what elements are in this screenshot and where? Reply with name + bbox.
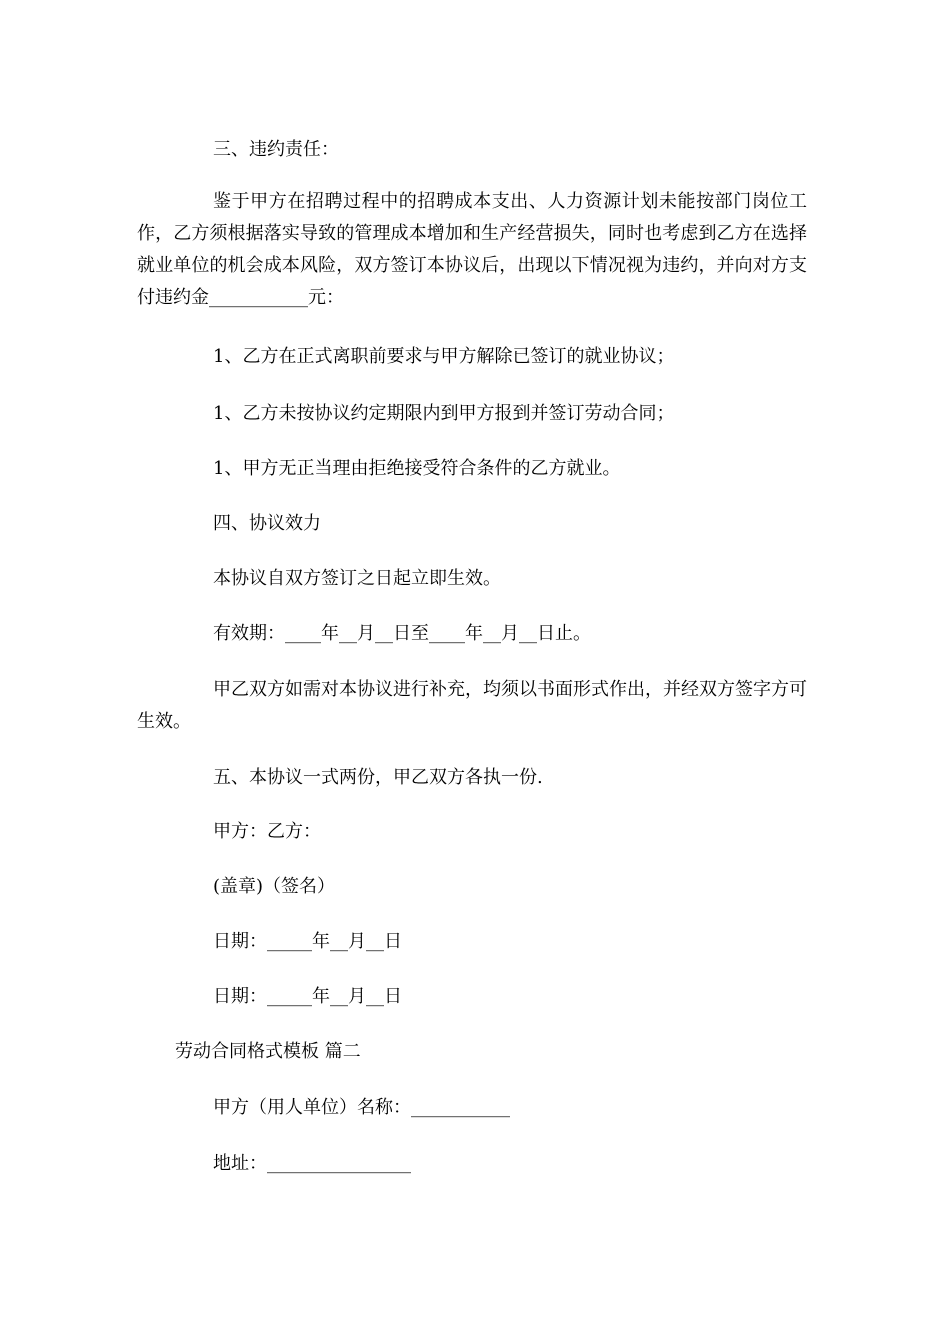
section4-supplement: 甲乙双方如需对本协议进行补充，均须以书面形式作出，并经双方签字方可生效。 — [137, 679, 807, 732]
section4-heading: 四、协议效力 — [213, 513, 321, 534]
address-line: 地址：________________ — [213, 1153, 411, 1174]
date-line-2: 日期：_____年__月__日 — [213, 986, 402, 1007]
parties-line: 甲方：乙方： — [213, 821, 321, 842]
seal-signature-line: (盖章)（签名） — [213, 876, 336, 897]
template2-title: 劳动合同格式模板 篇二 — [175, 1041, 361, 1062]
section5-copies: 五、本协议一式两份，甲乙双方各执一份. — [213, 767, 543, 788]
section4-effective: 本协议自双方签订之日起立即生效。 — [213, 568, 501, 589]
breach-item-1: 1、乙方在正式离职前要求与甲方解除已签订的就业协议； — [213, 346, 675, 367]
party-a-name-line: 甲方（用人单位）名称：___________ — [213, 1097, 510, 1118]
date-line-1: 日期：_____年__月__日 — [213, 931, 402, 952]
breach-item-3: 1、甲方无正当理由拒绝接受符合条件的乙方就业。 — [213, 458, 621, 479]
section3-heading: 三、违约责任： — [213, 139, 339, 160]
section4-validity: 有效期：____年__月__日至____年__月__日止。 — [213, 623, 591, 644]
section3-body: 鉴于甲方在招聘过程中的招聘成本支出、人力资源计划未能按部门岗位工作，乙方须根据落实导致的管理成本增加和生产经营损失，同时也考虑到乙方在选择就业单位的机会成本风险，双方签订本协议后，出现以下情况视为违约，并向对方支付违约金___________元： — [137, 191, 807, 308]
breach-item-2: 1、乙方未按协议约定期限内到甲方报到并签订劳动合同； — [213, 403, 675, 424]
